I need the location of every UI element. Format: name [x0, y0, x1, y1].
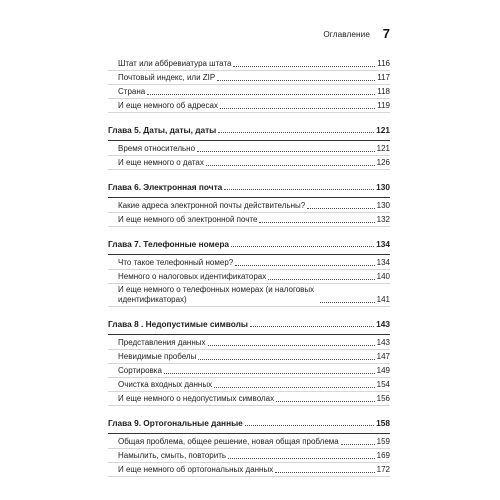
toc-chapter-heading[interactable]	[108, 239, 390, 255]
toc-entry-page: 118	[377, 87, 390, 96]
toc-entry-title: Очистка входных данных	[118, 380, 213, 389]
chapter-title: Глава 7. Телефонные номера	[108, 239, 230, 249]
toc-entry[interactable]	[108, 392, 390, 406]
toc-chapter-heading[interactable]	[108, 319, 390, 335]
toc-entry-page: 169	[376, 451, 390, 460]
toc-entry-page: 126	[376, 158, 390, 167]
dot-leader	[245, 425, 374, 426]
toc-section-continued	[108, 57, 390, 113]
toc-entry[interactable]	[108, 364, 390, 378]
running-header	[108, 26, 390, 46]
toc-entry-page: 156	[376, 394, 390, 403]
toc-entry[interactable]	[108, 199, 390, 213]
toc-entry-page: 140	[376, 272, 390, 281]
dot-leader	[224, 189, 374, 190]
toc-entry-title: Немного о налоговых идентификаторах	[118, 272, 267, 281]
toc-entry-title: Время относительно	[118, 144, 196, 153]
dot-leader	[164, 373, 375, 374]
toc-entry-title: И еще немного о недопустимых символах	[118, 394, 275, 403]
toc-entry[interactable]	[108, 463, 390, 477]
toc-entry-title: Штат или аббревиатура штата	[118, 59, 232, 68]
toc-entry[interactable]	[108, 378, 390, 392]
dot-leader	[341, 444, 375, 445]
toc-entry-page: 117	[377, 73, 390, 82]
dot-leader	[275, 472, 374, 473]
toc-entry[interactable]	[108, 270, 390, 284]
toc-entry[interactable]	[108, 435, 390, 449]
dot-leader	[208, 345, 375, 346]
toc-entry-page: 130	[376, 201, 390, 210]
toc-entry-title: Страна	[118, 87, 146, 96]
toc-entry-title: И еще немного о телефонных номерах (и налоговых идентификаторах)	[118, 285, 315, 304]
toc-entry-page: 172	[376, 465, 390, 474]
toc-entry-title: Общая проблема, общее решение, новая общая проблема	[118, 437, 339, 446]
toc-entry[interactable]	[108, 284, 390, 307]
toc-chapter-heading[interactable]	[108, 418, 390, 434]
dot-leader	[233, 66, 375, 67]
dot-leader	[231, 246, 374, 247]
toc-entry-page: 159	[376, 437, 390, 446]
toc-entry-page: 141	[376, 295, 390, 304]
toc-entry[interactable]	[108, 256, 390, 270]
toc-entry[interactable]	[108, 449, 390, 463]
toc-chapter-8	[108, 319, 390, 406]
toc-entry-title: И еще немного об ортогональных данных	[118, 465, 274, 474]
dot-leader	[276, 401, 375, 402]
toc-entry-title: Намылить, смыть, повторить	[118, 451, 227, 460]
chapter-page: 143	[376, 319, 390, 329]
toc-entry-page: 154	[376, 380, 390, 389]
toc-entry-page: 132	[376, 215, 390, 224]
toc-entry-page: 119	[377, 101, 390, 110]
chapter-title: Глава 5. Даты, даты, даты	[108, 125, 217, 135]
toc-chapter-heading[interactable]	[108, 125, 390, 141]
chapter-page: 158	[376, 418, 390, 428]
dot-leader	[307, 208, 374, 209]
toc-entry[interactable]	[108, 57, 390, 71]
dot-leader	[250, 326, 374, 327]
toc-entry-title: Невидимые пробелы	[118, 352, 197, 361]
dot-leader	[220, 108, 375, 109]
chapter-page: 130	[376, 182, 390, 192]
chapter-title: Глава 9. Ортогональные данные	[108, 418, 243, 428]
dot-leader	[214, 387, 375, 388]
dot-leader	[259, 222, 374, 223]
toc-entry-page: 143	[376, 338, 390, 347]
dot-leader	[235, 265, 374, 266]
toc-entry[interactable]	[108, 85, 390, 99]
toc-entry-title: Сортировка	[118, 366, 162, 375]
toc-chapter-6	[108, 182, 390, 227]
page-number: 7	[382, 26, 390, 41]
toc-entry[interactable]	[108, 213, 390, 227]
table-of-contents	[108, 57, 390, 489]
chapter-page: 121	[376, 125, 390, 135]
toc-entry-page: 116	[377, 59, 390, 68]
toc-entry-title: И еще немного о датах	[118, 158, 204, 167]
toc-entry[interactable]	[108, 350, 390, 364]
toc-entry-title: Почтовый индекс, или ZIP	[118, 73, 216, 82]
toc-entry-page: 121	[376, 144, 390, 153]
toc-entry-title: Что такое телефонный номер?	[118, 258, 234, 267]
dot-leader	[197, 151, 375, 152]
dot-leader	[217, 80, 375, 81]
dot-leader	[218, 132, 374, 133]
toc-chapter-5	[108, 125, 390, 170]
toc-chapter-9	[108, 418, 390, 477]
toc-entry-title: Представления данных	[118, 338, 206, 347]
chapter-title: Глава 6. Электронная почта	[108, 182, 223, 192]
chapter-page: 134	[376, 239, 390, 249]
dot-leader	[268, 279, 374, 280]
toc-entry[interactable]	[108, 99, 390, 113]
toc-entry-title: И еще немного об электронной почте	[118, 215, 258, 224]
toc-entry[interactable]	[108, 71, 390, 85]
toc-entry[interactable]	[108, 156, 390, 170]
toc-entry-page: 149	[376, 366, 390, 375]
toc-chapter-heading[interactable]	[108, 182, 390, 198]
chapter-title: Глава 8 . Недопустимые символы	[108, 319, 248, 329]
toc-entry[interactable]	[108, 142, 390, 156]
toc-entry-page: 134	[376, 258, 390, 267]
toc-entry[interactable]	[108, 336, 390, 350]
dot-leader	[320, 302, 375, 303]
toc-entry-title: Какие адреса электронной почты действительны?	[118, 201, 306, 210]
dot-leader	[147, 94, 375, 95]
dot-leader	[228, 458, 375, 459]
toc-chapter-7	[108, 239, 390, 307]
toc-entry-title: И еще немного об адресах	[118, 101, 218, 110]
running-title: Оглавление	[323, 30, 370, 39]
dot-leader	[206, 165, 375, 166]
dot-leader	[198, 359, 374, 360]
toc-entry-page: 147	[376, 352, 390, 361]
